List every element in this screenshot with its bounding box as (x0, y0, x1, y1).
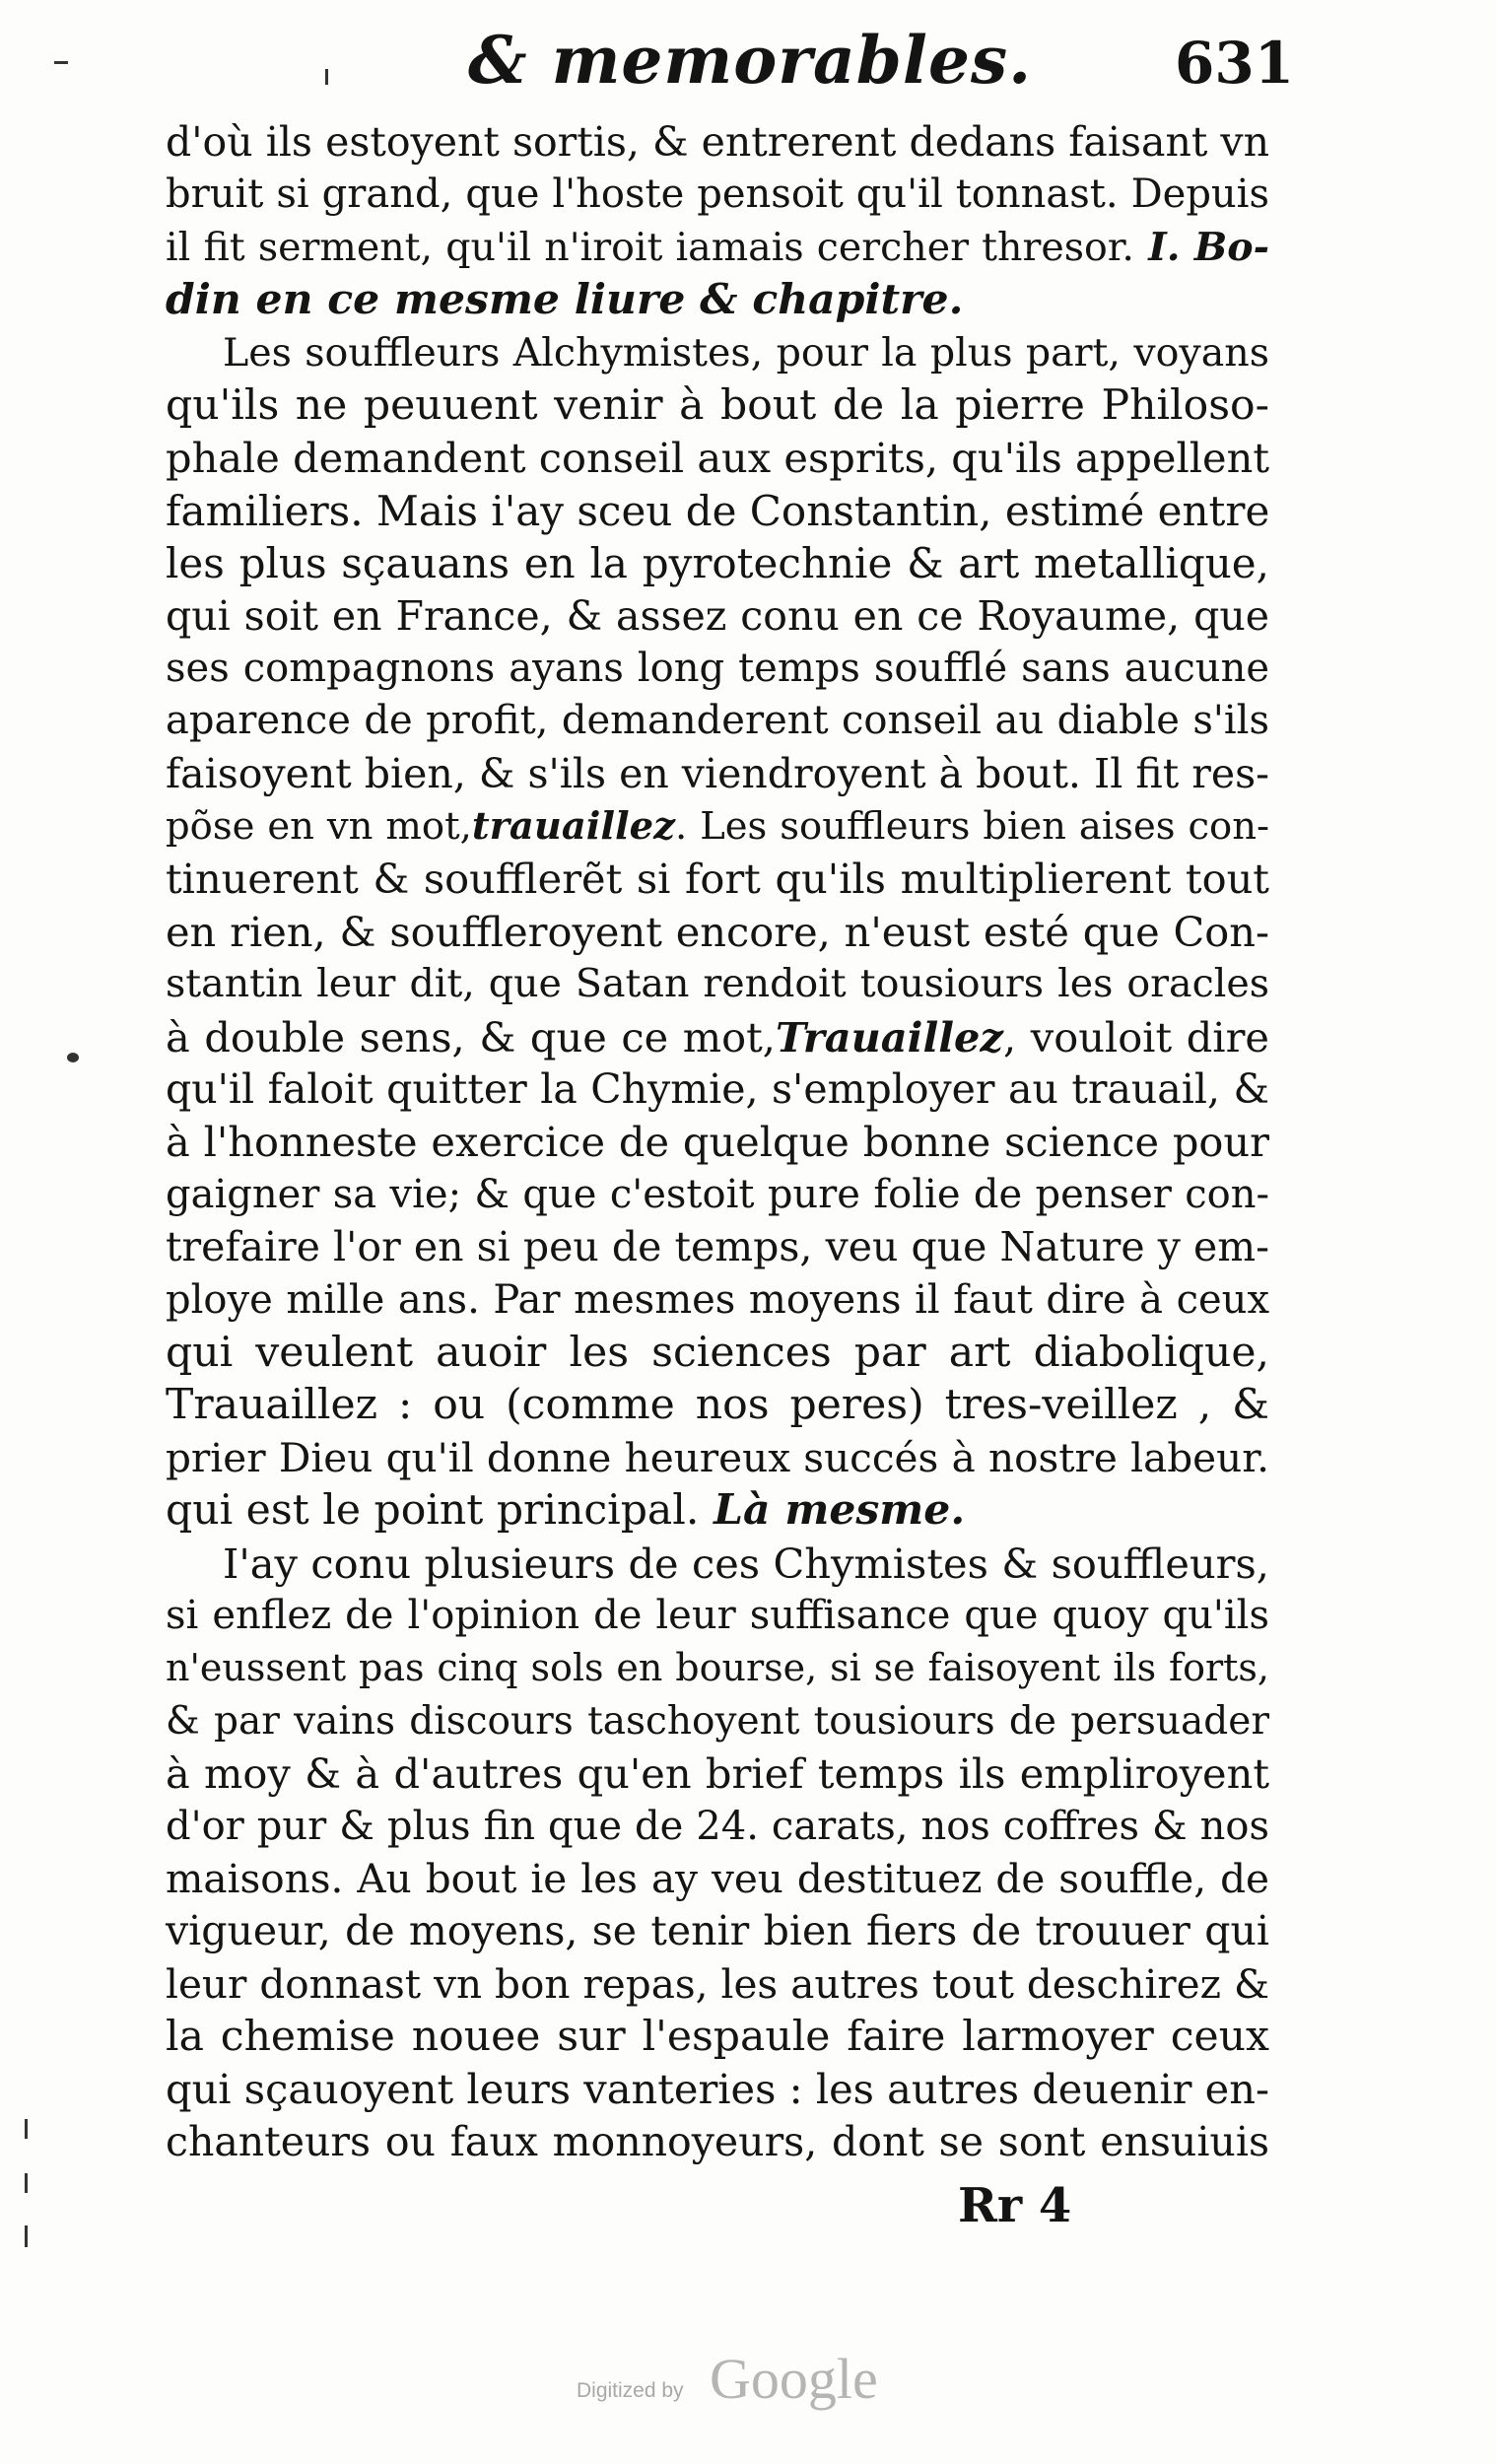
text-line (166, 1905, 1269, 1957)
text-line-main: qui sçauoyent leurs vanteries : les autres deuenir en- (166, 2065, 1269, 2114)
margin-speck (25, 2119, 28, 2139)
text-line (166, 116, 1269, 169)
text-line (166, 1958, 1269, 2011)
text-line (166, 590, 1269, 643)
text-line-main: si enflez de l'opinion de leur suffisance que quoy qu'ils (166, 1592, 1269, 1638)
text-line-main: n'eussent pas cinq sols en bourse, si se faisoyent ils forts, (166, 1646, 1269, 1690)
italic-term: trauaillez (471, 804, 675, 850)
text-line-main: qui soit en France, & assez conu en ce Royaume, que (166, 591, 1269, 640)
text-line (166, 1169, 1269, 1221)
italic-term: Trauaillez (776, 1012, 1003, 1061)
digitized-by-label: Digitized by (577, 2379, 684, 2402)
text-line (166, 2116, 1269, 2168)
text-line (166, 958, 1269, 1010)
text-line (166, 1063, 1269, 1116)
text-line (166, 1327, 1269, 1379)
text-line (166, 1379, 1269, 1431)
text-line-main: Les souffleurs Alchymistes, pour la plus part, voyans (223, 329, 1269, 376)
margin-speck (67, 1053, 79, 1062)
text-line (166, 222, 1269, 274)
text-line (166, 1747, 1269, 1800)
text-line-main: stantin leur dit, que Satan rendoit tousiours les oracles (166, 961, 1269, 1007)
text-line-main: faisoyent bien, & s'ils en viendroyent à bout. Il fit res- (166, 749, 1269, 797)
text-line-main: chanteurs ou faux monnoyeurs, dont se sont ensuiuis (166, 2117, 1269, 2165)
margin-speck (325, 69, 328, 85)
margin-speck (25, 2225, 28, 2247)
text-line-main: d'où ils estoyent sortis, & entrerent dedans faisant vn (166, 118, 1269, 166)
text-line-main: põse en vn mot, (166, 804, 472, 850)
text-line (166, 2063, 1269, 2115)
text-line (166, 1853, 1269, 1905)
text-line-main: gaigner sa vie; & que c'estoit pure folie de penser con- (166, 1171, 1269, 1217)
text-line-main: qu'il faloit quitter la Chymie, s'employer au trauail, & (166, 1065, 1269, 1114)
text-line (166, 748, 1269, 800)
digitized-by-watermark (577, 2346, 921, 2415)
text-line-main: à moy & à d'autres qu'en brief temps ils empliroyent (166, 1749, 1269, 1799)
text-line (166, 906, 1269, 958)
margin-speck (54, 61, 68, 64)
text-line-main: les plus sçauans en la pyrotechnie & art metallique, (166, 539, 1269, 588)
text-line-main: qui est le point principal. (166, 1486, 700, 1536)
text-line-main: la chemise nouee sur l'espaule faire larmoyer ceux (166, 2013, 1269, 2062)
text-line-main: bruit si grand, que l'hoste pensoit qu'il tonnast. Depuis (166, 171, 1269, 218)
text-line-after: , vouloit dire (1002, 1012, 1269, 1061)
text-line-main: & par vains discours taschoyent tousiours de persuader (166, 1698, 1269, 1744)
text-line-main: en rien, & souffleroyent encore, n'eust esté que Con- (166, 907, 1269, 956)
text-line-main: qui veulent auoir les sciences par art diabolique, (166, 1328, 1269, 1377)
text-line (166, 1432, 1269, 1484)
text-line-main: d'or pur & plus fin que de 24. carats, nos coffres & nos (166, 1803, 1269, 1849)
text-line (166, 1221, 1269, 1273)
text-line-main: tinuerent & soufflerẽt si fort qu'ils multiplierent tout (166, 855, 1269, 904)
text-line (166, 1538, 1269, 1590)
text-line (166, 853, 1269, 905)
text-line (166, 1695, 1269, 1747)
text-line (166, 1011, 1269, 1063)
text-line-main: à double sens, & que ce mot, (166, 1012, 776, 1061)
text-line (166, 1642, 1269, 1694)
text-line (166, 643, 1269, 695)
text-line (166, 800, 1269, 853)
text-line-main: vigueur, de moyens, se tenir bien fiers de trouuer qui (166, 1907, 1269, 1955)
text-line (166, 1484, 1269, 1537)
text-line (166, 432, 1269, 484)
signature-mark: Rr 4 (958, 2178, 1072, 2233)
google-logo: Google (710, 2347, 878, 2411)
text-line-main: il fit serment, qu'il n'iroit iamais cercher thresor. (166, 224, 1134, 270)
text-line (166, 485, 1269, 537)
text-line-main: aparence de profit, demanderent conseil au diable s'ils (166, 698, 1269, 744)
text-line-main: ploye mille ans. Par mesmes moyens il faut dire à ceux (166, 1276, 1269, 1323)
page-number: 631 (1175, 30, 1295, 97)
text-line (166, 379, 1269, 432)
text-line (166, 2011, 1269, 2063)
text-line (166, 1116, 1269, 1168)
text-line (166, 327, 1269, 379)
text-line-main: à l'honneste exercice de quelque bonne science pour (166, 1118, 1269, 1167)
text-line (166, 1274, 1269, 1327)
text-line (166, 1590, 1269, 1642)
citation: din en ce mesme liure & chapitre. (166, 275, 964, 325)
text-line-main: I'ay conu plusieurs de ces Chymistes & souffleurs, (223, 1539, 1269, 1588)
citation: I. Bo- (1133, 224, 1270, 270)
text-line-after: . Les souffleurs bien aises con- (675, 804, 1269, 850)
text-line-main: ses compagnons ayans long temps soufflé sans aucune (166, 645, 1269, 691)
text-line (166, 537, 1269, 589)
text-line-main: Trauaillez : ou (comme nos peres) tres-veillez , & (166, 1381, 1269, 1430)
text-line-main: qu'ils ne peuuent venir à bout de la pierre Philoso- (166, 380, 1269, 430)
text-line-main: prier Dieu qu'il donne heureux succés à nostre labeur. (166, 1433, 1269, 1481)
running-head: & memorables. (468, 22, 1033, 99)
text-line (166, 169, 1269, 221)
text-line-main: trefaire l'or en si peu de temps, veu que Nature y em- (166, 1223, 1269, 1271)
text-line-main: familiers. Mais i'ay sceu de Constantin, estimé entre (166, 486, 1270, 535)
text-line (166, 274, 1269, 326)
text-line (166, 695, 1269, 747)
margin-speck (25, 2173, 28, 2193)
text-line (166, 1801, 1269, 1853)
text-line-main: phale demandent conseil aux esprits, qu'ils appellent (166, 434, 1269, 483)
text-line-main: leur donnast vn bon repas, les autres tout deschirez & (166, 1959, 1269, 2008)
body-text (166, 116, 1269, 2168)
citation: Là mesme. (699, 1485, 966, 1536)
text-line-main: maisons. Au bout ie les ay veu destituez de souffle, de (166, 1854, 1269, 1902)
